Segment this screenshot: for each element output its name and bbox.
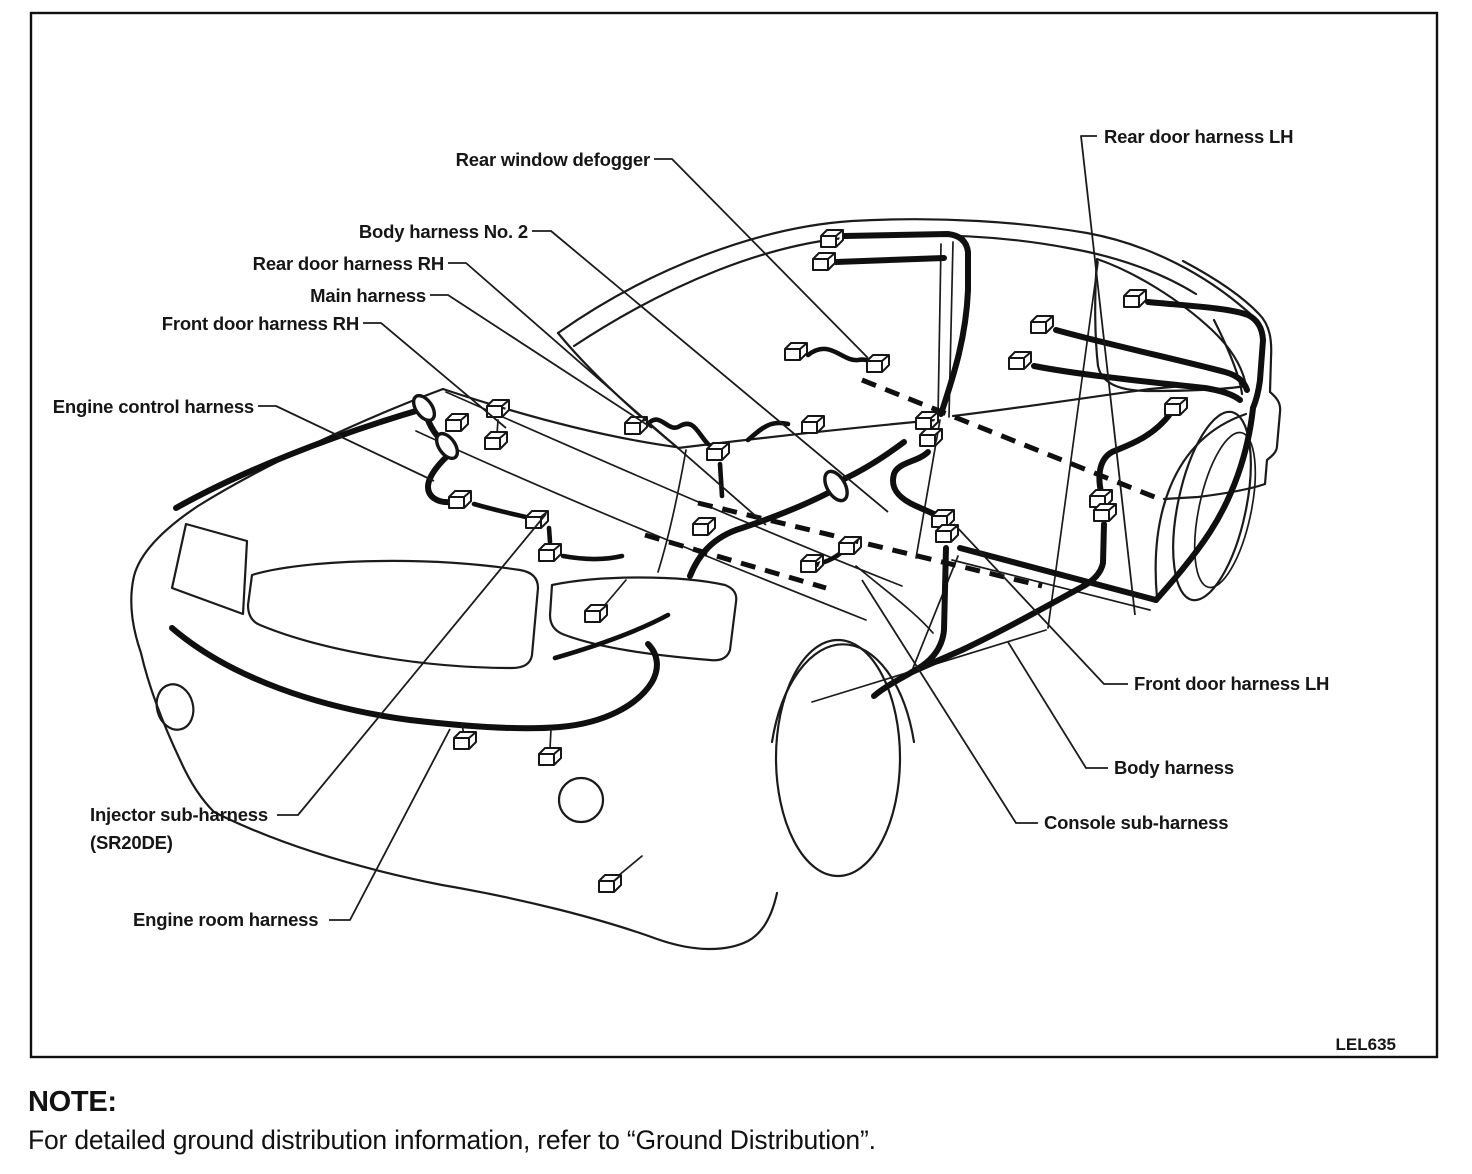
figure-border — [31, 13, 1437, 1057]
label-front-door-harness-lh: Front door harness LH — [1134, 673, 1330, 694]
label-body-harness: Body harness — [1114, 757, 1234, 778]
figure-code: LEL635 — [1335, 1035, 1396, 1054]
label-injector-sub-harness: Injector sub-harness — [90, 804, 268, 825]
label-front-door-harness-rh: Front door harness RH — [161, 313, 359, 334]
headlight-left — [172, 524, 247, 614]
label-rear-window-defogger: Rear window defogger — [455, 149, 650, 170]
bumper-circle — [559, 778, 603, 822]
body-harness-path — [1099, 414, 1170, 492]
label-console-sub-harness: Console sub-harness — [1044, 812, 1229, 833]
front-tire — [776, 640, 900, 876]
fender-harness-path — [176, 408, 426, 508]
label-engine-room-harness: Engine room harness — [133, 909, 319, 930]
label-rear-door-harness-rh: Rear door harness RH — [252, 253, 444, 274]
label-injector-sub-harness-engine: (SR20DE) — [90, 832, 173, 853]
headlight-right — [550, 578, 736, 661]
harness-connectors — [446, 230, 1187, 892]
label-main-harness: Main harness — [310, 285, 426, 306]
note-body: For detailed ground distribution information, refer to “Ground Distribution”. — [28, 1125, 876, 1155]
note-heading: NOTE: — [28, 1086, 117, 1118]
label-rear-door-harness-lh: Rear door harness LH — [1104, 126, 1294, 147]
label-body-harness-no2: Body harness No. 2 — [358, 221, 528, 242]
label-engine-control-harness: Engine control harness — [52, 396, 254, 417]
rear-wheel-arch — [1156, 414, 1246, 598]
note-block — [28, 1086, 1148, 1156]
